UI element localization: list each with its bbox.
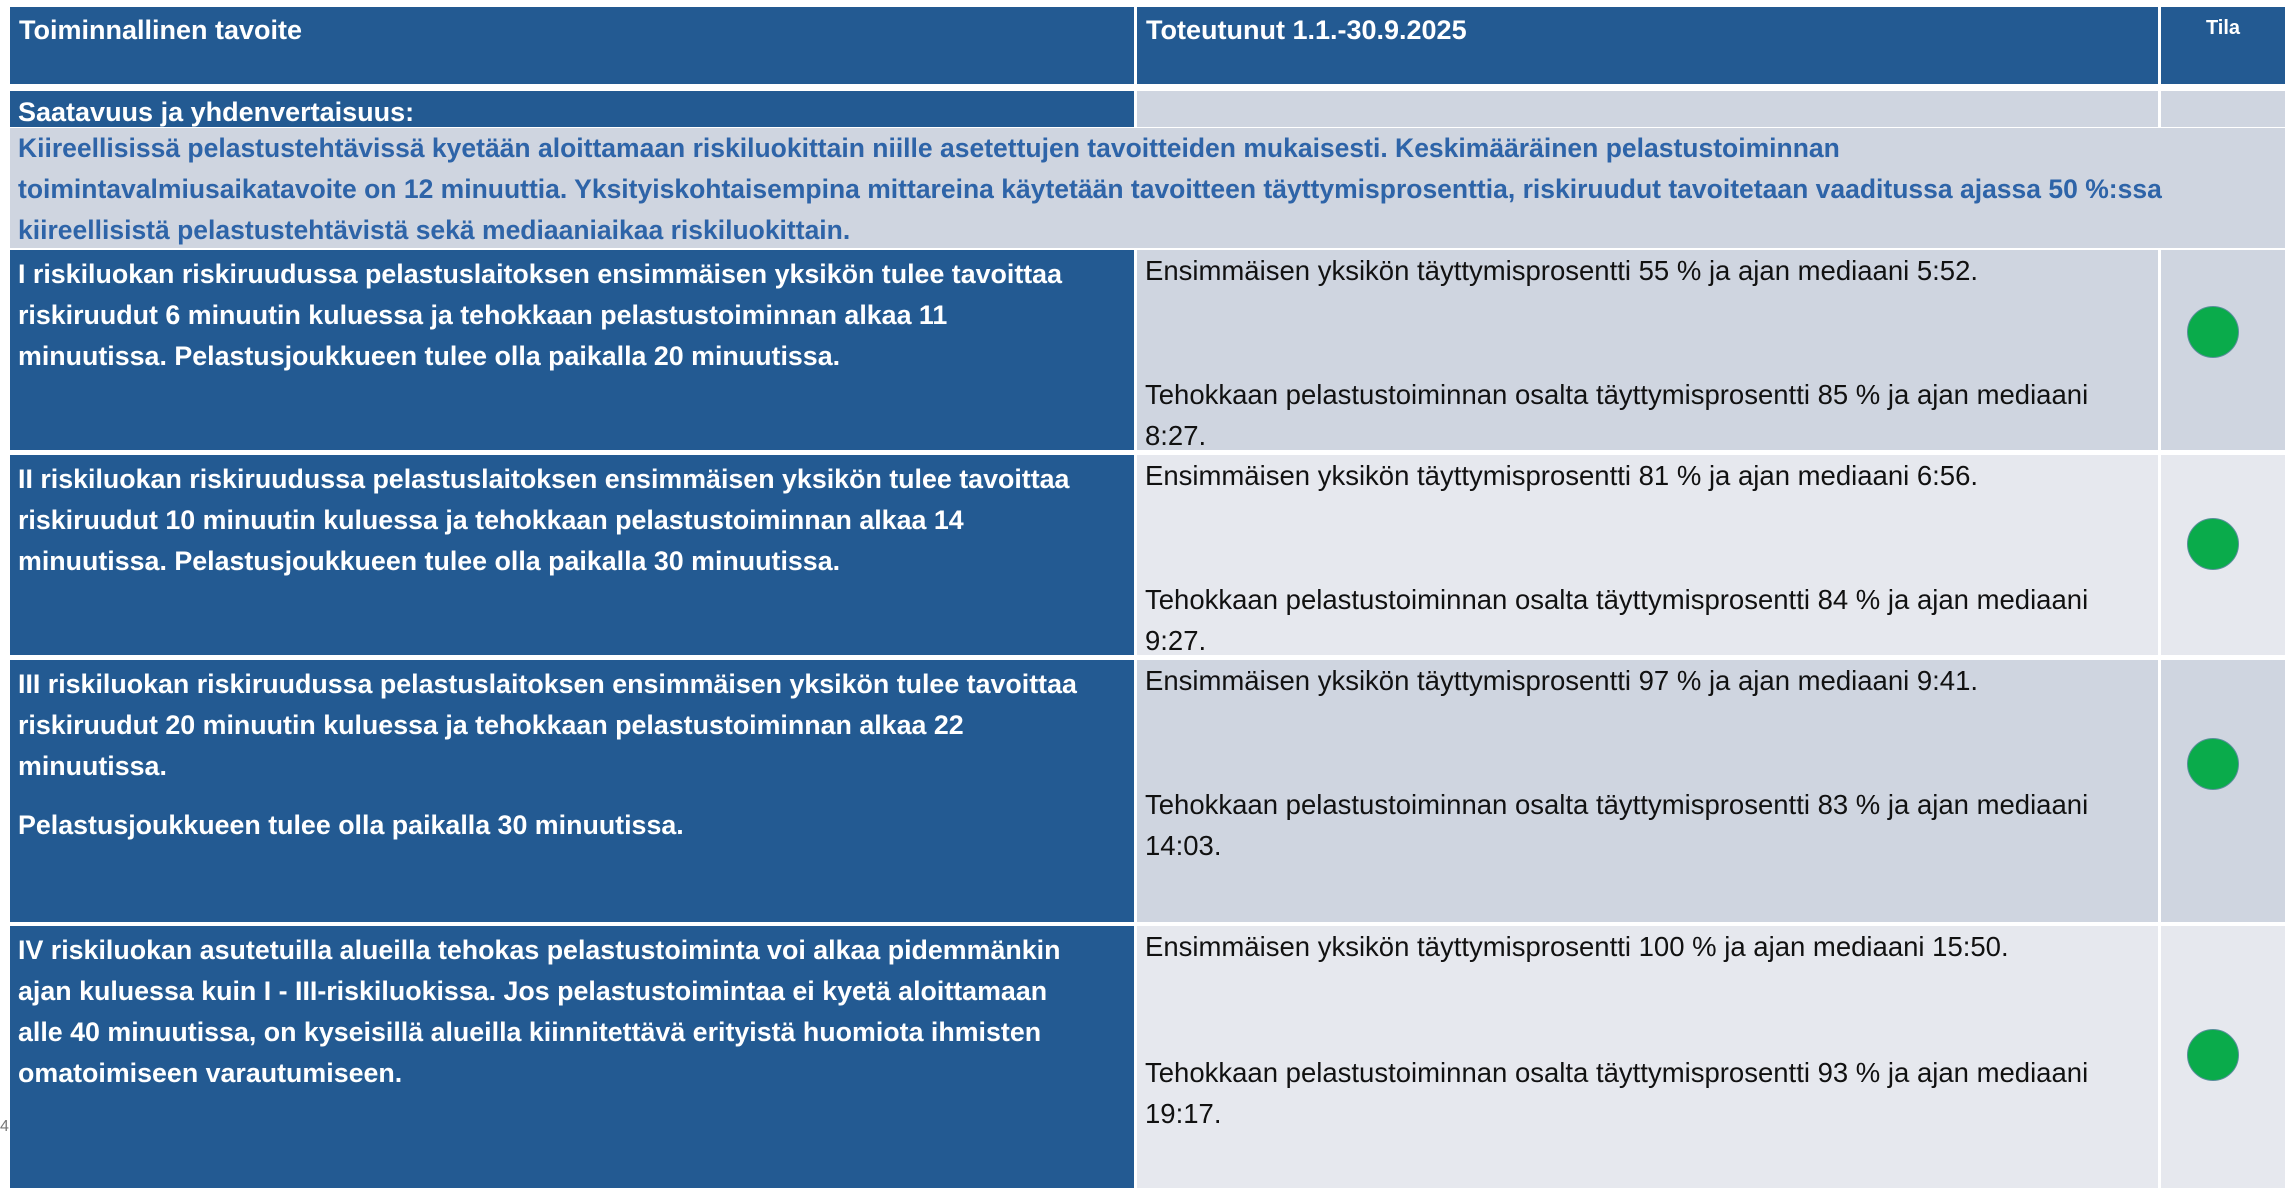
status-green-indicator: [2187, 306, 2239, 358]
result-cell-risk-1: [1137, 250, 2158, 450]
header-status-cell: [2161, 7, 2285, 84]
result-cell-risk-3: [1137, 660, 2158, 922]
goal-line: II riskiluokan riskiruudussa pelastuslaitoksen ensimmäisen yksikön tulee tavoittaa: [18, 464, 1070, 494]
section-title-cell: [10, 91, 1134, 127]
status-cell-risk-3: [2161, 660, 2285, 922]
goal-cell-risk-4: [10, 926, 1134, 1188]
status-cell-risk-2: [2161, 455, 2285, 655]
result-effective-line: Tehokkaan pelastustoiminnan osalta täyttymisprosentti 84 % ja ajan mediaani: [1145, 584, 2089, 615]
intro-paragraph: [10, 128, 2285, 248]
result-cell-risk-4: [1137, 926, 2158, 1188]
goal-line: ajan kuluessa kuin I - III-riskiluokissa. Jos pelastustoimintaa ei kyetä aloittamaan: [18, 976, 1048, 1006]
result-effective-line: 14:03.: [1145, 830, 1222, 861]
goal-line: minuutissa. Pelastusjoukkueen tulee olla paikalla 20 minuutissa.: [18, 341, 841, 371]
header-goal-cell: [10, 7, 1134, 84]
status-green-indicator: [2187, 738, 2239, 790]
result-first-unit: Ensimmäisen yksikön täyttymisprosentti 100 % ja ajan mediaani 15:50.: [1145, 931, 2009, 962]
goal-cell-risk-2: [10, 455, 1134, 655]
result-effective-line: 8:27.: [1145, 420, 1207, 451]
header-result-cell: [1137, 7, 2158, 84]
slide-number: 4: [0, 1118, 9, 1135]
goal-line: omatoimiseen varautumiseen.: [18, 1058, 403, 1088]
goal-line: I riskiluokan riskiruudussa pelastuslaitoksen ensimmäisen yksikön tulee tavoittaa: [18, 259, 1062, 289]
result-effective-line: Tehokkaan pelastustoiminnan osalta täyttymisprosentti 93 % ja ajan mediaani: [1145, 1057, 2089, 1088]
status-cell-risk-4: [2161, 926, 2285, 1188]
intro-line: Kiireellisissä pelastustehtävissä kyetään aloittamaan riskiluokittain niille asetettujen tavoitteiden mukaisesti. Keskimääräinen pelastustoiminnan: [18, 133, 1840, 163]
header-goal-label: Toiminnallinen tavoite: [19, 15, 303, 45]
status-green-indicator: [2187, 518, 2239, 570]
goal-extra-line: Pelastusjoukkueen tulee olla paikalla 30 minuutissa.: [18, 810, 684, 840]
section-result-cell: [1137, 91, 2158, 127]
section-status-cell: [2161, 91, 2285, 127]
goal-line: minuutissa.: [18, 751, 167, 781]
goal-line: IV riskiluokan asutetuilla alueilla tehokas pelastustoiminta voi alkaa pidemmänkin: [18, 935, 1061, 965]
status-cell-risk-1: [2161, 250, 2285, 450]
goal-cell-risk-1: [10, 250, 1134, 450]
goal-line: minuutissa. Pelastusjoukkueen tulee olla paikalla 30 minuutissa.: [18, 546, 841, 576]
status-green-indicator: [2187, 1029, 2239, 1081]
result-effective-line: 9:27.: [1145, 625, 1207, 656]
result-effective-line: Tehokkaan pelastustoiminnan osalta täyttymisprosentti 85 % ja ajan mediaani: [1145, 379, 2089, 410]
result-cell-risk-2: [1137, 455, 2158, 655]
result-first-unit: Ensimmäisen yksikön täyttymisprosentti 97 % ja ajan mediaani 9:41.: [1145, 665, 1979, 696]
intro-line: kiireellisistä pelastustehtävistä sekä mediaaniaikaa riskiluokittain.: [18, 215, 851, 245]
header-status-label: Tila: [2205, 17, 2241, 39]
header-result-label: Toteutunut 1.1.-30.9.2025: [1146, 15, 1467, 45]
result-effective-line: 19:17.: [1145, 1098, 1222, 1129]
goal-line: riskiruudut 10 minuutin kuluessa ja tehokkaan pelastustoiminnan alkaa 14: [18, 505, 964, 535]
goal-line: alle 40 minuutissa, on kyseisillä alueilla kiinnitettävä erityistä huomiota ihmisten: [18, 1017, 1042, 1047]
result-first-unit: Ensimmäisen yksikön täyttymisprosentti 55 % ja ajan mediaani 5:52.: [1145, 255, 1979, 286]
result-effective-line: Tehokkaan pelastustoiminnan osalta täyttymisprosentti 83 % ja ajan mediaani: [1145, 789, 2089, 820]
goal-line: III riskiluokan riskiruudussa pelastuslaitoksen ensimmäisen yksikön tulee tavoittaa: [18, 669, 1077, 699]
goal-line: riskiruudut 6 minuutin kuluessa ja tehokkaan pelastustoiminnan alkaa 11: [18, 300, 948, 330]
intro-line: toimintavalmiusaikatavoite on 12 minuuttia. Yksityiskohtaisempina mittareina käytetään tavoitteen täyttymisprosenttia, riskiruudut tavoitetaan vaaditussa ajassa 50 %:ssa: [18, 174, 2162, 204]
goal-line: riskiruudut 20 minuutin kuluessa ja tehokkaan pelastustoiminnan alkaa 22: [18, 710, 964, 740]
section-title: Saatavuus ja yhdenvertaisuus:: [18, 97, 415, 127]
goal-cell-risk-3: [10, 660, 1134, 922]
result-first-unit: Ensimmäisen yksikön täyttymisprosentti 81 % ja ajan mediaani 6:56.: [1145, 460, 1979, 491]
